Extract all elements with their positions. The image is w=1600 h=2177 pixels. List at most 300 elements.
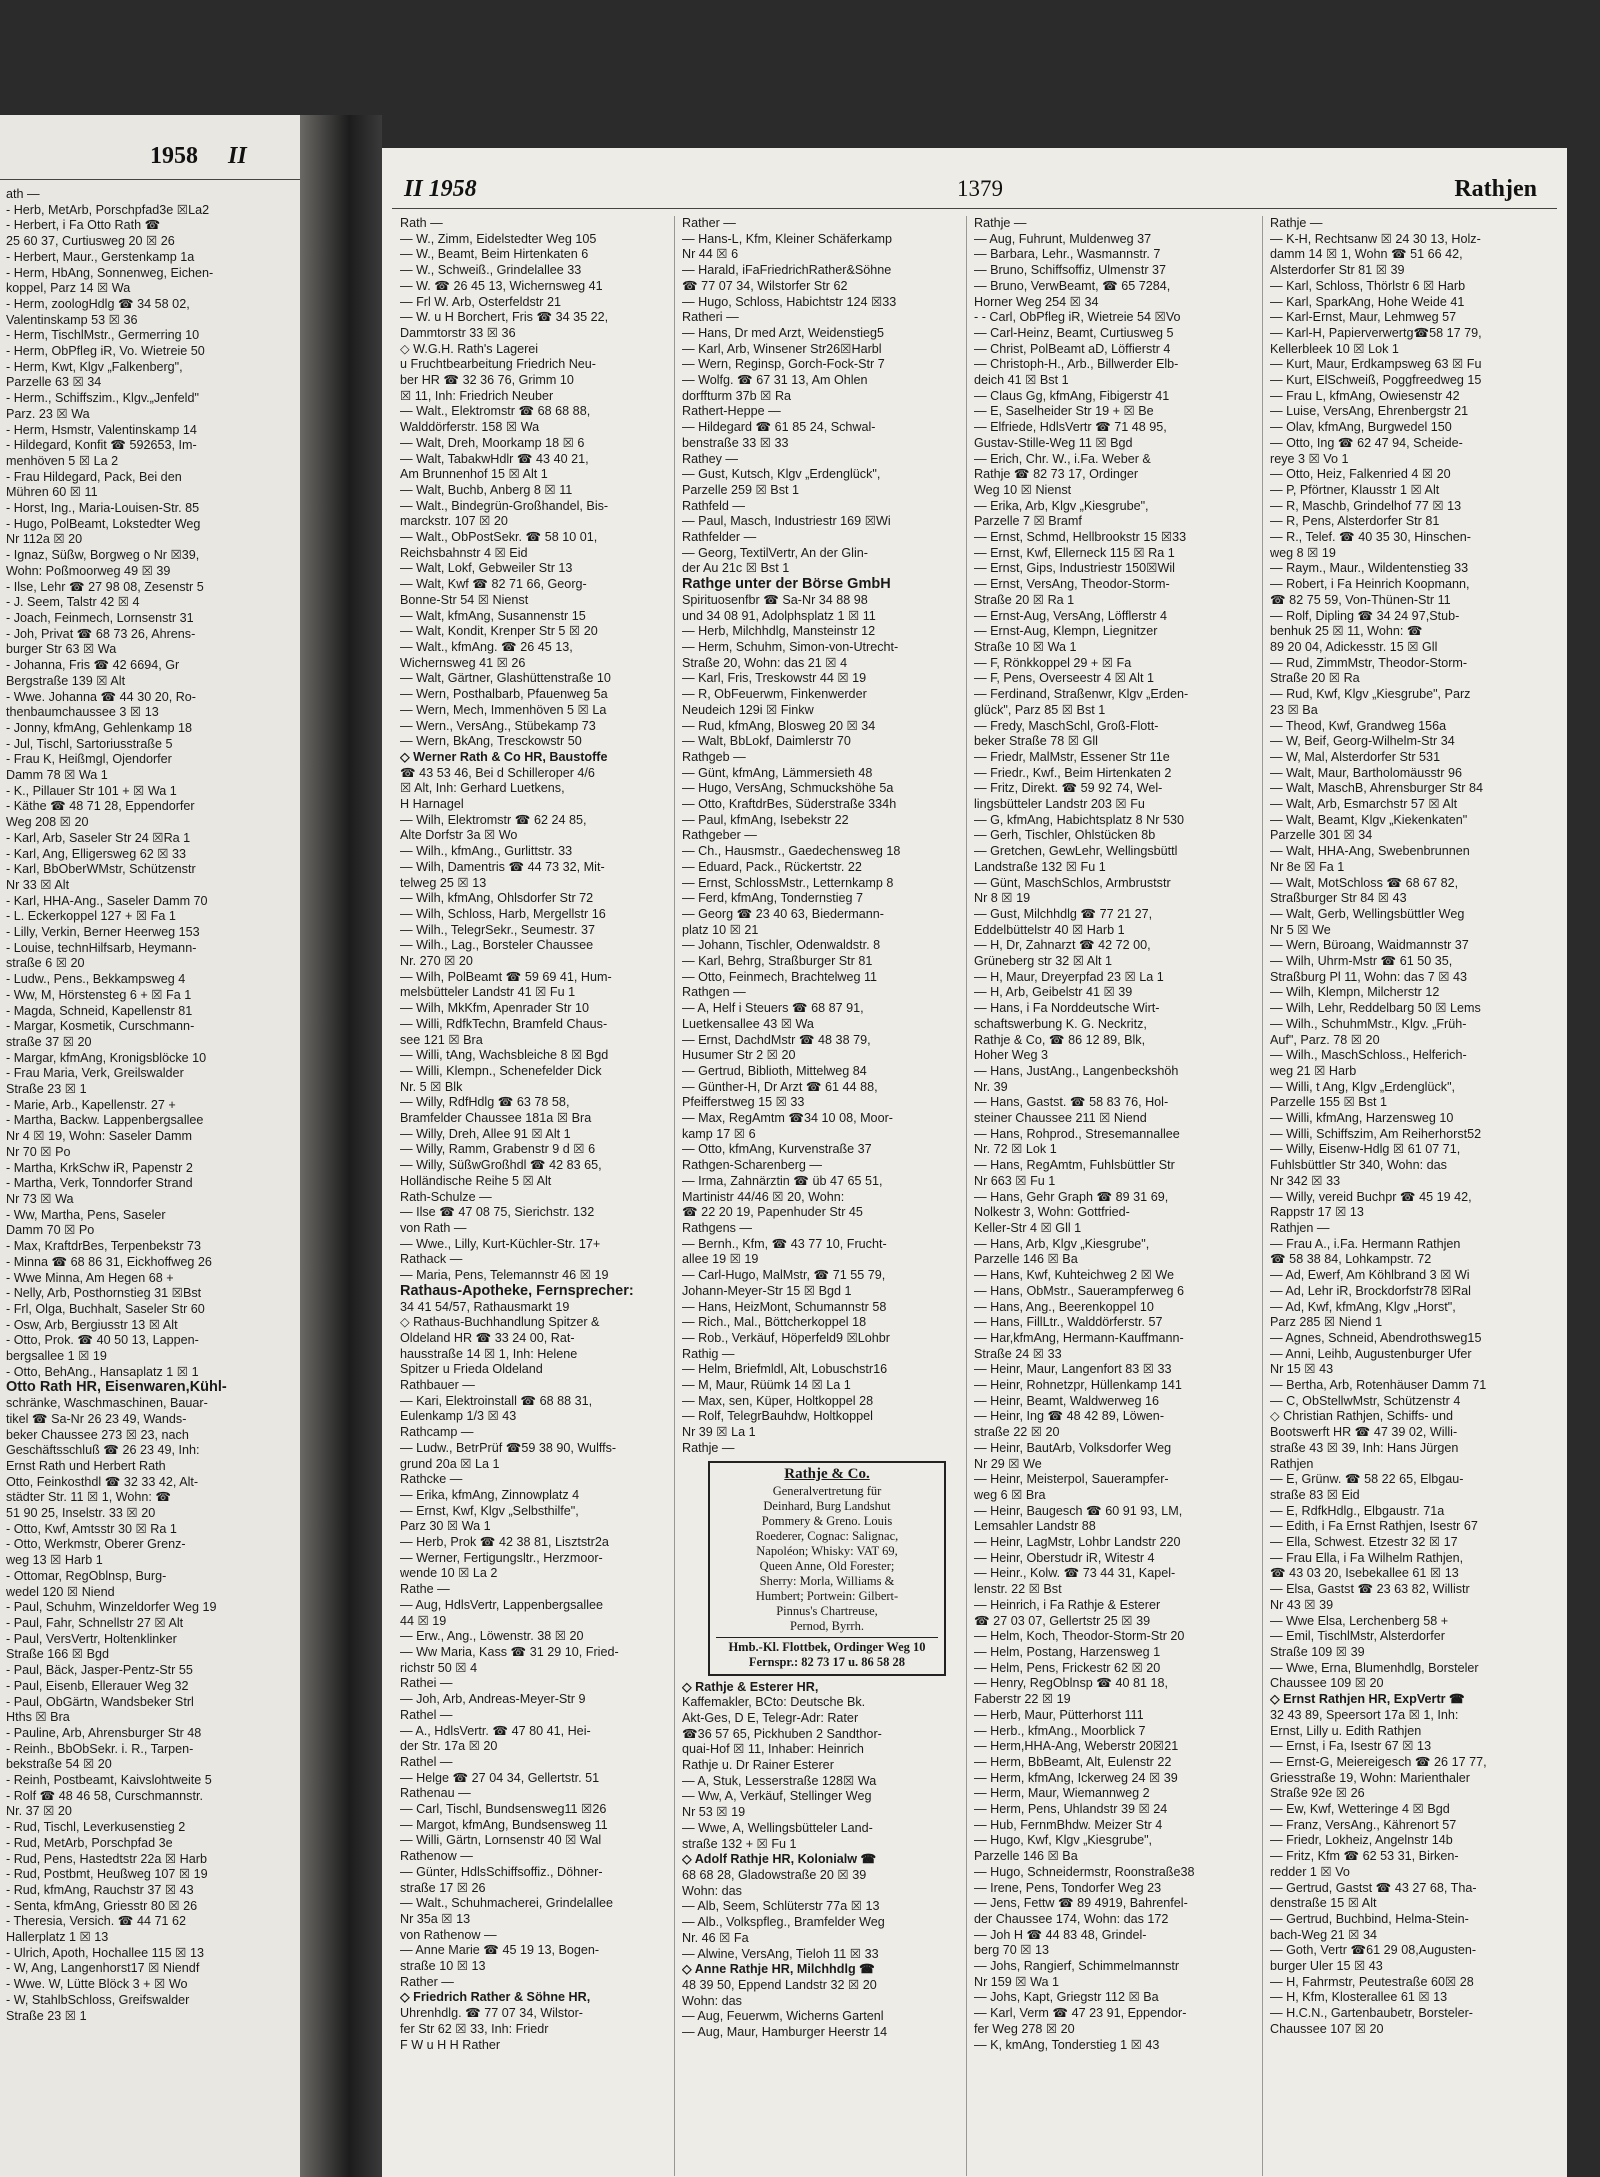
directory-entry: - Herm, zoologHdlg ☎ 34 58 02, (6, 296, 190, 311)
directory-entry: — Otto, KraftdrBes, Süderstraße 334h (682, 797, 897, 812)
directory-entry: Rathe — (400, 1582, 450, 1597)
directory-entry: — Helm, Postang, Harzensweg 1 (974, 1644, 1161, 1659)
directory-entry: Rathje u. Dr Rainer Esterer (682, 1758, 834, 1773)
directory-entry: — Herb, Milchhdlg, Mansteinstr 12 (682, 624, 876, 639)
directory-entry: Parz 285 ☒ Niend 1 (1270, 1315, 1383, 1330)
directory-entry: — Max, sen, Küper, Holtkoppel 28 (682, 1393, 874, 1408)
directory-entry: ☎ 27 03 07, Gellertstr 25 ☒ 39 (974, 1613, 1151, 1628)
directory-entry: — Barbara, Lehr., Wasmannstr. 7 (974, 247, 1161, 262)
directory-entry: Oldeland HR ☎ 33 24 00, Rat- (400, 1330, 575, 1345)
directory-entry: — Joh H ☎ 44 83 48, Grindel- (974, 1927, 1147, 1942)
directory-entry: - L. Eckerkoppel 127 + ☒ Fa 1 (6, 909, 176, 924)
directory-entry: - W, Ang, Langenhorst17 ☒ Niendf (6, 1961, 200, 1976)
directory-entry: Wohn: das (682, 1883, 742, 1898)
directory-entry: straße 10 ☒ 13 (400, 1959, 486, 1974)
directory-entry: Nr. 72 ☒ Lok 1 (974, 1142, 1057, 1157)
directory-entry: — W., Beamt, Beim Hirtenkaten 6 (400, 247, 589, 262)
directory-entry: lenstr. 22 ☒ Bst (974, 1582, 1062, 1597)
directory-entry: — Wilh, Elektromstr ☎ 62 24 85, (400, 812, 587, 827)
directory-entry: — Ernst, Schmd, Hellbrookstr 15 ☒33 (974, 530, 1187, 545)
directory-entry: Fuhlsbüttler Str 340, Wohn: das (1270, 1158, 1447, 1173)
directory-entry: — Hans, ObMstr., Sauerampferweg 6 (974, 1283, 1184, 1298)
directory-entry: — Herm,HHA-Ang, Weberstr 20☒21 (974, 1739, 1179, 1754)
directory-entry: — E, Saselheider Str 19 + ☒ Be (974, 404, 1154, 419)
directory-entry: schaftswerbung K. G. Neckritz, (974, 1016, 1147, 1031)
directory-entry: - Herbert, Maur., Gerstenkamp 1a (6, 249, 195, 264)
directory-entry: straße 132 + ☒ Fu 1 (682, 1836, 797, 1851)
directory-entry: - Paul, Eisenb, Ellerauer Weg 32 (6, 1678, 189, 1693)
directory-entry: — Hans, Gehr Graph ☎ 89 31 69, (974, 1189, 1169, 1204)
directory-entry: — A, Stuk, Lesserstraße 128☒ Wa (682, 1773, 877, 1788)
directory-entry: — Fritz, Direkt. ☎ 59 92 74, Wel- (974, 781, 1163, 796)
directory-entry: — Wolfg. ☎ 67 31 13, Am Ohlen (682, 373, 868, 388)
directory-entry: - Paul, Schuhm, Winzeldorfer Weg 19 (6, 1600, 217, 1615)
directory-entry: — Walt, MotSchloss ☎ 68 67 82, (1270, 875, 1459, 890)
directory-entry: Husumer Str 2 ☒ 20 (682, 1048, 796, 1063)
directory-entry: - Otto, Werkmstr, Oberer Grenz- (6, 1537, 186, 1552)
directory-entry: straße 83 ☒ Eid (1270, 1487, 1360, 1502)
directory-entry: — Wilh, Klempn, Milcherstr 12 (1270, 985, 1440, 1000)
directory-entry: Straße 23 ☒ 1 (6, 2008, 87, 2023)
directory-entry: — Walt, Beamt, Klgv „Kiekenkaten" (1270, 812, 1468, 827)
directory-entry: — Walt, Kondit, Krenper Str 5 ☒ 20 (400, 624, 598, 639)
directory-entry: — Goth, Vertr ☎61 29 08,Augusten- (1270, 1943, 1477, 1958)
directory-entry: — Rud, kfmAng, Blosweg 20 ☒ 34 (682, 718, 876, 733)
directory-entry: — H.C.N., Gartenbaubetr, Borsteler- (1270, 2006, 1473, 2021)
directory-entry: — Heinr, Rohnetzpr, Hüllenkamp 141 (974, 1378, 1182, 1393)
directory-entry: — Elsa, Gastst ☎ 23 63 82, Willistr (1270, 1582, 1470, 1597)
directory-entry: — Wwe, Erna, Blumenhdlg, Borsteler (1270, 1660, 1479, 1675)
directory-entry: — Ernst-Aug, Klempn, Liegnitzer (974, 624, 1158, 639)
directory-entry: Parzelle 146 ☒ Ba (974, 1849, 1078, 1864)
directory-entry: — Helm, Koch, Theodor-Storm-Str 20 (974, 1629, 1185, 1644)
directory-entry: - J. Seem, Talstr 42 ☒ 4 (6, 595, 140, 610)
directory-entry: — Heinr, Meisterpol, Sauerampfer- (974, 1472, 1169, 1487)
directory-entry: — Joh, Arb, Andreas-Meyer-Str 9 (400, 1692, 586, 1707)
directory-entry: Nr 5 ☒ We (1270, 922, 1331, 937)
directory-entry: Spirituosenfbr ☎ Sa-Nr 34 88 98 (682, 592, 868, 607)
directory-entry: Valentinskamp 53 ☒ 36 (6, 312, 138, 327)
directory-entry: — Otto, kfmAng, Kurvenstraße 37 (682, 1142, 872, 1157)
directory-entry: — Gerh, Tischler, Ohlstücken 8b (974, 828, 1156, 843)
directory-entry: - Rud, Postbmt, Heußweg 107 ☒ 19 (6, 1867, 208, 1882)
directory-entry: ☎ 58 38 84, Lohkampstr. 72 (1270, 1252, 1432, 1267)
directory-entry: Gustav-Stille-Weg 11 ☒ Bgd (974, 435, 1133, 450)
directory-entry: Otto Rath HR, Eisenwaren,Kühl- (6, 1380, 227, 1396)
directory-entry: menhöven 5 ☒ La 2 (6, 453, 119, 468)
directory-entry: — Gust, Kutsch, Klgv „Erdenglück", (682, 467, 881, 482)
directory-entry: — Margot, kfmAng, Bundsensweg 11 (400, 1817, 608, 1832)
directory-entry: — Walt, Maur, Bartholomäusstr 96 (1270, 765, 1463, 780)
directory-entry: — Raym., Maur., Wildentenstieg 33 (1270, 561, 1469, 576)
directory-entry: — Heinr, Baugesch ☎ 60 91 93, LM, (974, 1503, 1183, 1518)
directory-entry: — Paul, kfmAng, Isebekstr 22 (682, 812, 849, 827)
directory-entry: — Heinrich, i Fa Rathje & Esterer (974, 1597, 1161, 1612)
directory-entry: — Walt, Arb, Esmarchstr 57 ☒ Alt (1270, 797, 1458, 812)
directory-entry: - Otto, BehAng., Hansaplatz 1 ☒ 1 (6, 1364, 199, 1379)
ad-line: Pommery & Greno. Louis (761, 1513, 893, 1528)
directory-entry: von Rathenow — (400, 1927, 497, 1942)
directory-entry: quai-Hof ☒ 11, Inhaber: Heinrich (682, 1742, 864, 1757)
directory-entry: — Heinr, Ing ☎ 48 42 89, Löwen- (974, 1409, 1165, 1424)
directory-entry: — Karl-Ernst, Maur, Lehmweg 57 (1270, 310, 1457, 325)
directory-entry: berg 70 ☒ 13 (974, 1943, 1050, 1958)
directory-entry: Nr. 37 ☒ 20 (6, 1804, 72, 1819)
directory-entry: dorffturm 37b ☒ Ra (682, 388, 792, 403)
directory-entry: Parzelle 146 ☒ Ba (974, 1252, 1078, 1267)
left-page-header-rule (0, 179, 300, 180)
directory-entry: — Walt., ObPostSekr. ☎ 58 10 01, (400, 530, 598, 545)
directory-entry: - W, StahlbSchloss, Greifswalder (6, 1992, 190, 2007)
directory-entry: Rathenow — (400, 1849, 473, 1864)
directory-entry: — Kurt, Maur, Erdkampsweg 63 ☒ Fu (1270, 357, 1482, 372)
directory-entry: — Christoph-H., Arb., Billwerder Elb- (974, 357, 1179, 372)
directory-entry: — Walt., Elektromstr ☎ 68 68 88, (400, 404, 591, 419)
directory-entry: melsbütteler Landstr 41 ☒ Fu 1 (400, 985, 576, 1000)
directory-entry: — Gretchen, GewLehr, Wellingsbüttl (974, 844, 1178, 859)
directory-entry: ber HR ☎ 32 36 76, Grimm 10 (400, 373, 574, 388)
directory-entry: Nr 159 ☒ Wa 1 (974, 1974, 1060, 1989)
directory-entry: — Karl, SparkAng, Hohe Weide 41 (1270, 294, 1465, 309)
left-facing-page (0, 115, 300, 2177)
directory-entry: — Gust, Milchhdlg ☎ 77 21 27, (974, 906, 1153, 921)
directory-entry: Chaussee 107 ☒ 20 (1270, 2021, 1384, 2036)
directory-entry: — Ad, Kwf, kfmAng, Klgv „Horst", (1270, 1299, 1456, 1314)
directory-entry: Kaffemakler, BCto: Deutsche Bk. (682, 1695, 866, 1710)
directory-entry: straße 37 ☒ 20 (6, 1034, 92, 1049)
directory-entry: — Ernst, SchlossMstr., Letternkamp 8 (682, 875, 894, 890)
directory-entry: ☎36 57 65, Pickhuben 2 Sandthor- (682, 1726, 882, 1741)
directory-entry: - Karl, HHA-Ang., Saseler Damm 70 (6, 893, 208, 908)
column-2-entries-top (682, 216, 960, 1457)
directory-entry: ◇ Christian Rathjen, Schiffs- und (1270, 1409, 1454, 1424)
directory-entry: — Heinr., Kolw. ☎ 73 44 31, Kapel- (974, 1566, 1176, 1581)
directory-entry: beker Straße 78 ☒ Gll (974, 734, 1098, 749)
directory-entry: — Johann, Tischler, Odenwaldstr. 8 (682, 938, 881, 953)
column-2-entries-bottom (682, 1680, 960, 2041)
directory-entry: Otto, Feinkosthdl ☎ 32 33 42, Alt- (6, 1474, 199, 1489)
directory-entry: Geschäftsschluß ☎ 26 23 49, Inh: (6, 1443, 200, 1458)
directory-entry: — G, kfmAng, Habichtsplatz 8 Nr 530 (974, 812, 1184, 827)
directory-entry: — Heinr, BautArb, Volksdorfer Weg (974, 1440, 1172, 1455)
directory-entry: — Rolf, TelegrBauhdw, Holtkoppel (682, 1409, 873, 1424)
directory-entry: — Willy, RdfHdlg ☎ 63 78 58, (400, 1095, 570, 1110)
directory-entry: ◇ Rathje & Esterer HR, (682, 1679, 819, 1694)
directory-entry: — Theod, Kwf, Grandweg 156a (1270, 718, 1447, 733)
directory-entry: — Ernst-G, Meiereigesch ☎ 26 17 77, (1270, 1754, 1487, 1769)
ad-address: Hmb.-Kl. Flottbek, Ordinger Weg 10 (716, 1637, 938, 1655)
directory-entry: Johann-Meyer-Str 15 ☒ Bgd 1 (682, 1283, 852, 1298)
directory-entry: — Willi, Schiffszim, Am Reiherhorst52 (1270, 1126, 1482, 1141)
directory-entry: — Hans-L, Kfm, Kleiner Schäferkamp (682, 231, 892, 246)
directory-entry: — Ad, Lehr iR, Brockdorfstr78 ☒Ral (1270, 1283, 1471, 1298)
directory-entry: - Marie, Arb., Kapellenstr. 27 + (6, 1097, 176, 1112)
directory-entry: — Jens, Fettw ☎ 89 4919, Bahrenfel- (974, 1896, 1188, 1911)
directory-entry: — Helm, Pens, Frickestr 62 ☒ 20 (974, 1660, 1161, 1675)
directory-entry: — Bruno, Schiffsoffiz, Ulmenstr 37 (974, 263, 1167, 278)
directory-entry: 34 41 54/57, Rathausmarkt 19 (400, 1299, 570, 1314)
directory-entry: — H, Arb, Geibelstr 41 ☒ 39 (974, 985, 1133, 1000)
directory-entry: Holländische Reihe 5 ☒ Alt (400, 1173, 552, 1188)
column-rule-1 (674, 216, 675, 2176)
directory-entry: — Frau L, kfmAng, Owiesenstr 42 (1270, 388, 1460, 403)
directory-entry: — W, Beif, Georg-Wilhelm-Str 34 (1270, 734, 1455, 749)
ad-line: Roederer, Cognac: Salignac, (755, 1528, 899, 1543)
directory-entry: Rathjen (1270, 1456, 1314, 1471)
directory-entry: Nr 8e ☒ Fa 1 (1270, 859, 1345, 874)
directory-entry: — Otto, Feinmech, Brachtelweg 11 (682, 969, 878, 984)
directory-entry: — Friedr, MalMstr, Essener Str 11e (974, 749, 1170, 764)
directory-entry: Parz 30 ☒ Wa 1 (400, 1519, 491, 1534)
directory-entry: — Wern, Reginsp, Gorch-Fock-Str 7 (682, 357, 885, 372)
directory-entry: Straße 23 ☒ 1 (6, 1082, 87, 1097)
directory-entry: — Wilh, MkKfm, Apenrader Str 10 (400, 1001, 589, 1016)
directory-entry: Neudeich 129i ☒ Finkw (682, 702, 814, 717)
directory-entry: Straße 24 ☒ 33 (974, 1346, 1062, 1361)
directory-entry: deich 41 ☒ Bst 1 (974, 373, 1069, 388)
directory-page (382, 148, 1567, 2177)
ad-body (716, 1484, 938, 1634)
directory-entry: — Willy, Dreh, Allee 91 ☒ Alt 1 (400, 1126, 571, 1141)
directory-entry: Alsterdorfer Str 81 ☒ 39 (1270, 263, 1405, 278)
directory-entry: — Hans, Dr med Arzt, Weidenstieg5 (682, 325, 885, 340)
directory-entry: bekstraße 54 ☒ 20 (6, 1757, 112, 1772)
directory-entry: Parzelle 301 ☒ 34 (1270, 828, 1373, 843)
directory-entry: Straße 92e ☒ 26 (1270, 1786, 1365, 1801)
directory-entry: Eddelbüttelstr 40 ☒ Harb 1 (974, 922, 1125, 937)
directory-entry: — Carl-Heinz, Beamt, Curtiusweg 5 (974, 325, 1174, 340)
directory-entry: — Willi, Gärtn, Lornsenstr 40 ☒ Wal (400, 1833, 602, 1848)
directory-entry: - Ww, M, Hörstensteg 6 + ☒ Fa 1 (6, 987, 192, 1002)
directory-entry: Nr 342 ☒ 33 (1270, 1173, 1341, 1188)
directory-entry: - Frau Maria, Verk, Greilswalder (6, 1066, 184, 1081)
directory-entry: — Aug, HdlsVertr, Lappenbergsallee (400, 1597, 604, 1612)
directory-entry: — Hans, HeizMont, Schumannstr 58 (682, 1299, 887, 1314)
directory-entry: - Otto, Prok. ☎ 40 50 13, Lappen- (6, 1333, 199, 1348)
directory-entry: - Rud, Tischl, Leverkusenstieg 2 (6, 1820, 186, 1835)
directory-entry: Rathfelder — (682, 530, 757, 545)
directory-entry: — R, Maschb, Grindelhof 77 ☒ 13 (1270, 498, 1462, 513)
directory-entry: Rath — (400, 216, 443, 230)
directory-entry: — H, Kfm, Klosterallee 61 ☒ 13 (1270, 1990, 1448, 2005)
directory-entry: Nr. 270 ☒ 20 (400, 954, 473, 969)
directory-entry: — Hans, Kwf, Kuhteichweg 2 ☒ We (974, 1268, 1175, 1283)
directory-entry: benhuk 25 ☒ 11, Wohn: ☎ (1270, 624, 1423, 639)
directory-entry: — W. ☎ 26 45 13, Wichernsweg 41 (400, 278, 603, 293)
directory-entry: - Rud, MetArb, Porschpfad 3e (6, 1835, 173, 1850)
directory-entry: Horner Weg 254 ☒ 34 (974, 294, 1099, 309)
directory-entry: Bootswerft HR ☎ 47 39 02, Willi- (1270, 1425, 1458, 1440)
directory-entry: — Hildegard ☎ 61 85 24, Schwal- (682, 420, 876, 435)
directory-entry: — Erika, kfmAng, Zinnowplatz 4 (400, 1487, 580, 1502)
directory-entry: grund 20a ☒ La 1 (400, 1456, 500, 1471)
directory-entry: Rathgen — (682, 985, 746, 1000)
directory-entry: F W u H H Rather (400, 2037, 501, 2052)
directory-entry: Wohn: das (682, 1993, 742, 2008)
directory-entry: Pfeifferstweg 15 ☒ 33 (682, 1095, 805, 1110)
directory-entry: ☒ Alt, Inh: Gerhard Luetkens, (400, 781, 565, 796)
directory-entry: - Reinh., BbObSekr. i. R., Tarpen- (6, 1741, 194, 1756)
directory-entry: Am Brunnenhof 15 ☒ Alt 1 (400, 467, 548, 482)
rathje-co-advertisement (708, 1461, 946, 1676)
directory-entry: Rather — (400, 1974, 454, 1989)
directory-entry: — M, Maur, Rüümk 14 ☒ La 1 (682, 1378, 851, 1393)
directory-entry: — Wern, Posthalbarb, Pfauenweg 5a (400, 687, 608, 702)
directory-entry: — Wern., VersAng., Stübekamp 73 (400, 718, 596, 733)
directory-entry: Rappstr 17 ☒ 13 (1270, 1205, 1364, 1220)
directory-entry: - Magda, Schneid, Kapellenstr 81 (6, 1003, 193, 1018)
directory-entry: Martinistr 44/46 ☒ 20, Wohn: (682, 1189, 845, 1204)
directory-entry: — Henry, RegOblnsp ☎ 40 81 18, (974, 1676, 1168, 1691)
directory-entry: — Aug, Maur, Hamburger Heerstr 14 (682, 2025, 888, 2040)
directory-entry: Wohn: Poßmoorweg 49 ☒ 39 (6, 563, 171, 578)
directory-entry: — Fredy, MaschSchl, Groß-Flott- (974, 718, 1159, 733)
directory-entry: — Emil, TischlMstr, Alsterdorfer (1270, 1629, 1445, 1644)
ad-line: Humbert; Portwein: Gilbert- (755, 1588, 899, 1603)
directory-entry: — Willy, vereid Buchpr ☎ 45 19 42, (1270, 1189, 1472, 1204)
directory-entry: Nr 15 ☒ 43 (1270, 1362, 1334, 1377)
directory-entry: - Martha, KrkSchw iR, Papenstr 2 (6, 1160, 193, 1175)
directory-entry: Bergstraße 139 ☒ Alt (6, 673, 126, 688)
directory-entry: Rathfeld — (682, 498, 745, 513)
directory-entry: see 121 ☒ Bra (400, 1032, 483, 1047)
directory-entry: — Ferd, kfmAng, Tondernstieg 7 (682, 891, 864, 906)
directory-entry: — Aug, Fuhrunt, Muldenweg 37 (974, 231, 1152, 246)
directory-entry: Weg 208 ☒ 20 (6, 815, 89, 830)
directory-entry: — Rob., Verkäuf, Höperfeld9 ☒Lohbr (682, 1330, 891, 1345)
directory-entry: u Fruchtbearbeitung Friedrich Neu- (400, 357, 596, 372)
directory-entry: ☎ 82 75 59, Von-Thünen-Str 11 (1270, 592, 1451, 607)
directory-entry: Rathig — (682, 1346, 735, 1361)
directory-entry: — Walt, Gärtner, Glashüttenstraße 10 (400, 671, 611, 686)
directory-entry: Rathey — (682, 451, 738, 466)
directory-entry: Rathje — (682, 1440, 735, 1455)
directory-entry: Nr 4 ☒ 19, Wohn: Saseler Damm (6, 1129, 193, 1144)
directory-entry: — Rolf, Dipling ☎ 34 24 97,Stub- (1270, 608, 1460, 623)
directory-entry: — Hugo, VersAng, Schmuckshöhe 5a (682, 781, 894, 796)
directory-entry: — Johs, Rangierf, Schimmelmannstr (974, 1959, 1180, 1974)
directory-entry: — Bertha, Arb, Rotenhäuser Damm 71 (1270, 1378, 1487, 1393)
directory-entry: - Ottomar, RegOblnsp, Burg- (6, 1568, 167, 1583)
directory-entry: — A., HdlsVertr. ☎ 47 80 41, Hei- (400, 1723, 591, 1738)
directory-entry: Nr 43 ☒ 39 (1270, 1597, 1334, 1612)
directory-entry: — Karl, Schloss, Thörlstr 6 ☒ Harb (1270, 278, 1466, 293)
directory-entry: burger Str 63 ☒ Wa (6, 642, 117, 657)
directory-entry: — Max, RegAmtm ☎34 10 08, Moor- (682, 1111, 893, 1126)
directory-entry: Nr. 39 (974, 1079, 1008, 1094)
directory-entry: ◇ Adolf Rathje HR, Kolonialw ☎ (682, 1852, 877, 1867)
directory-entry: — Willi, t Ang, Klgv „Erdenglück", (1270, 1079, 1456, 1094)
ad-line: Queen Anne, Old Forester; (759, 1558, 895, 1573)
directory-entry: — Kari, Elektroinstall ☎ 68 88 31, (400, 1393, 593, 1408)
directory-entry: Damm 78 ☒ Wa 1 (6, 768, 108, 783)
directory-entry: Wichernsweg 41 ☒ 26 (400, 655, 526, 670)
directory-entry: - Martha, Verk, Tonndorfer Strand (6, 1176, 193, 1191)
directory-entry: beker Chaussee 273 ☒ 23, nach (6, 1427, 189, 1442)
directory-entry: Eulenkamp 1/3 ☒ 43 (400, 1409, 517, 1424)
directory-entry: ☎ 77 07 34, Wilstorfer Str 62 (682, 278, 848, 293)
directory-entry: Rathert-Heppe — (682, 404, 781, 419)
directory-entry: denstraße 15 ☒ Alt (1270, 1896, 1377, 1911)
directory-entry: Rathge unter der Börse GmbH (682, 577, 891, 593)
directory-entry: ◇ Friedrich Rather & Söhne HR, (400, 1990, 591, 2005)
directory-entry: — Erich, Chr. W., i.Fa. Weber & (974, 451, 1151, 466)
directory-entry: — Anne Marie ☎ 45 19 13, Bogen- (400, 1943, 600, 1958)
directory-entry: - Herm, Hsmstr, Valentinskamp 14 (6, 422, 197, 437)
directory-entry: - Pauline, Arb, Ahrensburger Str 48 (6, 1725, 202, 1740)
directory-entry: — Kurt, ElSchweiß, Poggfreedweg 15 (1270, 373, 1482, 388)
directory-entry: — Frl W. Arb, Osterfeldstr 21 (400, 294, 561, 309)
directory-entry: — F, Rönkkoppel 29 + ☒ Fa (974, 655, 1132, 670)
directory-entry: straße 22 ☒ 20 (974, 1425, 1060, 1440)
directory-entry: — Hans, i Fa Norddeutsche Wirt- (974, 1001, 1160, 1016)
directory-entry: — Paul, Masch, Industriestr 169 ☒Wi (682, 514, 891, 529)
ad-line: Pinnus's Chartreuse, (776, 1603, 878, 1618)
directory-entry: ◇ Werner Rath & Co HR, Baustoffe (400, 749, 608, 764)
directory-entry: - Margar, kfmAng, Kronigsblöcke 10 (6, 1050, 207, 1065)
directory-entry: - Osw, Arb, Bergiusstr 13 ☒ Alt (6, 1317, 178, 1332)
directory-entry: — Wilh., SchuhmMstr., Klgv. „Früh- (1270, 1016, 1467, 1031)
directory-entry: Parzelle 63 ☒ 34 (6, 375, 102, 390)
directory-entry: Rath-Schulze — (400, 1189, 492, 1204)
directory-entry: — Hans, FillLtr., Walddörferstr. 57 (974, 1315, 1163, 1330)
directory-entry: — Carl-Hugo, MalMstr, ☎ 71 55 79, (682, 1268, 886, 1283)
directory-entry: — Hugo, Kwf, Klgv „Kiesgrube", (974, 1833, 1153, 1848)
directory-entry: — Wilh., kfmAng., Gurlittstr. 33 (400, 844, 573, 859)
directory-entry: — Günther-H, Dr Arzt ☎ 61 44 88, (682, 1079, 878, 1094)
directory-entry: — Rich., Mal., Böttcherkoppel 18 (682, 1315, 867, 1330)
left-page-year: 1958 (150, 143, 198, 169)
directory-entry: Nr 29 ☒ We (974, 1456, 1042, 1471)
directory-entry: — Hans, RegAmtm, Fuhlsbüttler Str (974, 1158, 1175, 1173)
directory-entry: — H, Maur, Dreyerpfad 23 ☒ La 1 (974, 969, 1164, 984)
directory-entry: Uhrenhdlg. ☎ 77 07 34, Wilstor- (400, 2006, 583, 2021)
directory-entry: — Luise, VersAng, Ehrenbergstr 21 (1270, 404, 1469, 419)
directory-entry: — Hans, Arb, Klgv „Kiesgrube", (974, 1236, 1150, 1251)
directory-entry: — Karl, Arb, Winsener Str26☒Harbl (682, 341, 882, 356)
directory-entry: Nr 8 ☒ 19 (974, 891, 1031, 906)
directory-entry: — Bruno, VerwBeamt, ☎ 65 7284, (974, 278, 1171, 293)
directory-entry: — Rud, Kwf, Klgv „Kiesgrube", Parz (1270, 687, 1471, 702)
directory-entry: - Frau K, Heißmgl, Ojendorfer (6, 752, 172, 767)
directory-entry: H Harnagel (400, 797, 464, 812)
directory-entry: kamp 17 ☒ 6 (682, 1126, 756, 1141)
directory-entry: — Harald, iFaFriedrichRather&Söhne (682, 263, 892, 278)
directory-entry: damm 14 ☒ 1, Wohn ☎ 51 66 42, (1270, 247, 1463, 262)
directory-entry: Rathel — (400, 1754, 453, 1769)
directory-entry: — Fritz, Kfm ☎ 62 53 31, Birken- (1270, 1849, 1459, 1864)
directory-entry: — Herb, Maur, Pütterhorst 111 (974, 1707, 1144, 1722)
directory-entry: 51 90 25, Inselstr. 33 ☒ 20 (6, 1506, 156, 1521)
directory-entry: wedel 120 ☒ Niend (6, 1584, 115, 1599)
directory-entry: — Wilh, Schloss, Harb, Mergellstr 16 (400, 906, 606, 921)
directory-entry: Parzelle 155 ☒ Bst 1 (1270, 1095, 1387, 1110)
directory-entry: Nr 39 ☒ La 1 (682, 1425, 756, 1440)
directory-entry: — Rud, ZimmMstr, Theodor-Storm- (1270, 655, 1468, 670)
directory-entry: Landstraße 132 ☒ Fu 1 (974, 859, 1106, 874)
ad-line: Napoléon; Whisky: VAT 69, (756, 1543, 898, 1558)
directory-entry: — Willi, kfmAng, Harzensweg 10 (1270, 1111, 1454, 1126)
directory-entry: — Werner, Fertigungsltr., Herzmoor- (400, 1550, 603, 1565)
directory-entry: - Karl, Arb, Saseler Str 24 ☒Ra 1 (6, 830, 191, 845)
directory-entry: - Max, KraftdrBes, Terpenbekstr 73 (6, 1239, 202, 1254)
directory-entry: und 34 08 91, Adolphsplatz 1 ☒ 11 (682, 608, 876, 623)
directory-entry: Damm 70 ☒ Po (6, 1223, 95, 1238)
directory-entry: Kellerbleek 10 ☒ Lok 1 (1270, 341, 1399, 356)
directory-entry: — Wilh, PolBeamt ☎ 59 69 41, Hum- (400, 969, 612, 984)
directory-entry: — Walt, Kwf ☎ 82 71 66, Georg- (400, 577, 587, 592)
directory-entry: — Elfriede, HdlsVertr ☎ 71 48 95, (974, 420, 1167, 435)
